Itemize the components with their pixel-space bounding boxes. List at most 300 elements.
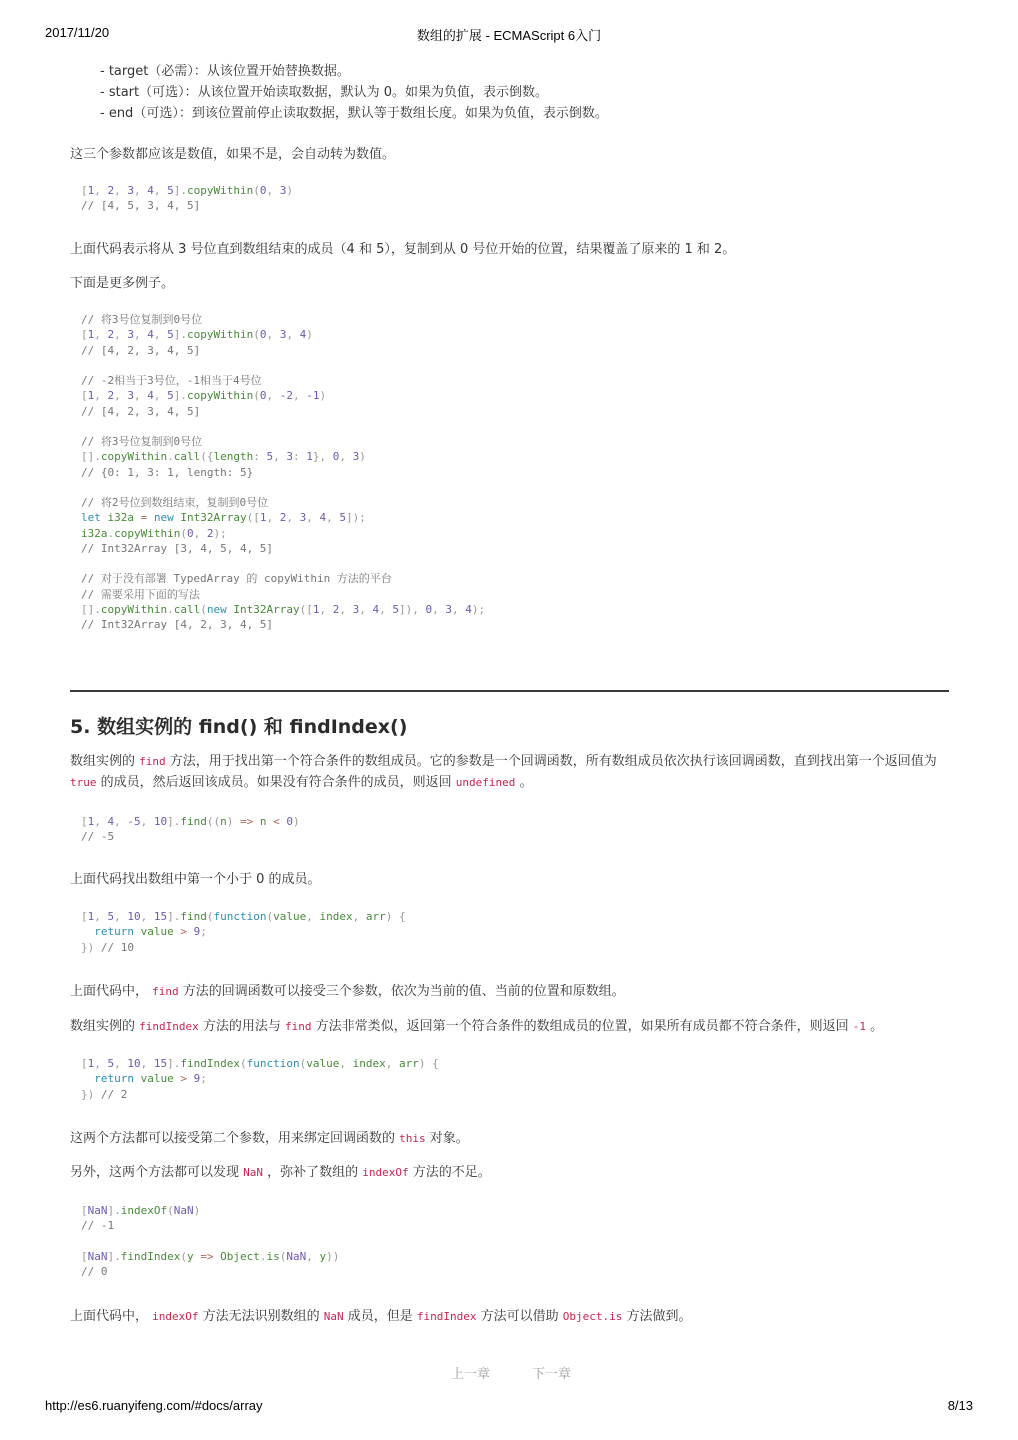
code-token: =>: [200, 1249, 214, 1263]
code-line: [81, 1056, 439, 1071]
code-token: [].: [81, 602, 101, 616]
code-token: Object: [220, 1249, 260, 1263]
code-token: .: [167, 450, 174, 464]
code-token: ,: [153, 184, 168, 197]
code-token: ,: [266, 511, 280, 525]
code-token: copyWithin: [187, 389, 254, 403]
code-token: function: [213, 910, 267, 923]
code-line: [81, 434, 485, 449]
code-token: ,: [114, 815, 128, 828]
code-token: 1: [87, 1057, 95, 1070]
code-token: 1: [87, 328, 95, 342]
code-token: 1: [312, 602, 320, 616]
code-line: [81, 909, 406, 924]
code-token: (: [253, 328, 260, 342]
inline-code: NaN: [323, 1310, 344, 1323]
code-token: [81, 1072, 94, 1085]
code-token: // [4, 2, 3, 4, 5]: [81, 343, 201, 357]
code-token: length: [213, 450, 254, 464]
code-line: [81, 343, 485, 358]
code-token: }): [81, 1087, 101, 1101]
code-token: y: [186, 1249, 194, 1263]
code-token: ,: [339, 1057, 353, 1070]
section-divider: [70, 690, 949, 692]
code-token: [: [81, 1249, 88, 1263]
code-token: // Int32Array [3, 4, 5, 4, 5]: [81, 541, 274, 555]
code-token: ]);: [345, 511, 366, 525]
code-token: 4: [147, 184, 154, 197]
code-token: n: [220, 815, 227, 828]
code-line: [81, 373, 485, 388]
code-token: 1: [306, 450, 313, 464]
code-token: =>: [240, 815, 254, 828]
code-token: 3: [445, 602, 452, 616]
code-token: Int32Array: [233, 602, 300, 616]
code-token: },: [312, 450, 333, 464]
code-token: (: [266, 910, 274, 923]
code-token: ,: [286, 328, 300, 342]
inline-code: NaN: [243, 1166, 264, 1179]
code-line: [81, 480, 485, 495]
code-token: 15: [153, 1057, 168, 1070]
code-line: [81, 1071, 439, 1086]
paragraph: [70, 1015, 883, 1034]
code-token: ,: [114, 184, 128, 197]
code-token: 2: [206, 526, 214, 540]
code-line: [81, 571, 485, 586]
text-run: 方法非常类似，返回第一个符合条件的数组成员的位置，如果所有成员都不符合条件，则返回: [311, 1019, 853, 1034]
code-token: [: [81, 184, 88, 197]
code-token: 3: [279, 184, 287, 197]
code-token: -2: [279, 389, 293, 403]
text-run: 这两个方法都可以接受第二个参数，用来绑定回调函数的: [70, 1131, 400, 1146]
code-token: ,: [140, 815, 154, 828]
code-token: ,: [134, 328, 148, 342]
code-token: new: [206, 602, 234, 616]
code-token: ].: [173, 184, 187, 197]
inline-code: this: [399, 1132, 426, 1145]
code-token: ,: [306, 1249, 320, 1263]
code-token: 0: [332, 450, 340, 464]
code-line: [81, 183, 293, 198]
code-token: // 对于没有部署 TypedArray 的 copyWithin 方法的平台: [81, 572, 392, 586]
code-token: ,: [432, 602, 446, 616]
code-token: // 将3号位复制到0号位: [81, 435, 203, 448]
code-token: ].: [167, 910, 181, 923]
print-title: 数组的扩展 - ECMAScript 6入门: [416, 28, 602, 43]
code-token: // Int32Array [4, 2, 3, 4, 5]: [81, 618, 274, 631]
code-token: n: [259, 815, 267, 828]
code-token: i32a: [81, 526, 108, 540]
code-token: ,: [114, 910, 128, 923]
code-line: [81, 198, 293, 213]
code-token: value: [140, 1072, 174, 1086]
code-token: // [4, 5, 3, 4, 5]: [81, 199, 201, 213]
code-block: [81, 909, 406, 955]
code-token: ,: [266, 389, 280, 403]
code-token: 1: [259, 511, 267, 525]
code-token: =: [140, 511, 148, 525]
code-token: 3: [127, 184, 134, 197]
code-token: ].: [173, 389, 187, 403]
code-token: // 将2号位到数组结束，复制到0号位: [81, 496, 269, 509]
paragraph: [70, 771, 533, 790]
code-token: 10: [127, 1057, 141, 1070]
code-token: ,: [339, 602, 353, 616]
code-line: [81, 1264, 339, 1279]
code-token: .: [107, 526, 115, 540]
code-token: call: [173, 450, 201, 464]
code-token: NaN: [286, 1249, 307, 1263]
code-block: [81, 183, 293, 214]
code-token: ): [359, 450, 366, 464]
code-token: ,: [153, 389, 168, 403]
code-token: find: [180, 910, 207, 923]
code-token: NaN: [173, 1204, 194, 1217]
code-token: (: [253, 389, 260, 403]
code-token: <: [273, 815, 280, 828]
code-token: (: [167, 1204, 174, 1217]
code-line: [81, 587, 485, 602]
code-token: 2: [107, 328, 115, 342]
inline-code: find: [152, 985, 179, 998]
code-token: )): [326, 1249, 340, 1263]
code-token: copyWithin: [100, 602, 168, 616]
text-run: 上面代码中，: [70, 984, 153, 999]
code-token: 0: [425, 602, 433, 616]
code-token: 0: [259, 328, 267, 342]
param-start: - start（可选）：从该位置开始读取数据，默认为 0。如果为负值，表示倒数。: [100, 85, 549, 100]
code-token: -1: [306, 389, 320, 403]
code-token: return: [94, 1072, 141, 1086]
code-token: ,: [266, 328, 280, 342]
code-token: ,: [94, 910, 108, 923]
code-token: ,: [134, 184, 148, 197]
code-token: 4: [107, 815, 115, 828]
code-line: [81, 1234, 339, 1249]
paragraph: [70, 1127, 469, 1146]
code-token: (: [253, 184, 260, 197]
code-token: [187, 1072, 194, 1085]
code-token: 4: [299, 328, 307, 342]
code-token: .: [259, 1249, 267, 1263]
text-run: 方法的用法与: [198, 1019, 286, 1034]
code-token: 0: [186, 526, 194, 540]
code-token: ): [293, 815, 300, 828]
code-token: ): [226, 815, 240, 828]
page-number: 8/13: [947, 1398, 973, 1413]
code-line: [81, 312, 485, 327]
text-run: 另外，这两个方法都可以发现: [70, 1165, 244, 1180]
code-token: 1: [87, 910, 95, 923]
code-token: (: [200, 602, 207, 616]
code-token: 3: [127, 328, 134, 342]
code-block: [81, 1056, 439, 1102]
text-run: 对象。: [425, 1131, 469, 1146]
code-token: 0: [259, 389, 267, 403]
code-token: // 需要采用下面的写法: [81, 587, 200, 601]
code-token: ;: [200, 925, 207, 939]
code-token: ,: [114, 389, 128, 403]
print-date: 2017/11/20: [45, 25, 110, 40]
text-run: 方法做到。: [622, 1309, 692, 1324]
code-token: 4: [465, 602, 472, 616]
code-token: 10: [127, 910, 141, 923]
code-token: 1: [87, 184, 95, 197]
code-token: return: [94, 925, 141, 939]
code-token: 5: [167, 389, 174, 403]
code-token: 2: [107, 184, 115, 197]
code-token: ) {: [418, 1057, 439, 1070]
code-token: index: [319, 910, 353, 923]
code-token: 3: [352, 450, 360, 464]
code-token: 1: [87, 389, 95, 403]
code-token: function: [246, 1057, 300, 1070]
code-token: ): [319, 389, 327, 403]
code-token: 5: [266, 450, 274, 464]
code-token: ].: [167, 815, 181, 828]
code-token: let: [81, 511, 108, 525]
text-run: 数组实例的: [70, 1019, 140, 1034]
section-heading: [70, 712, 407, 739]
code-token: call: [173, 602, 201, 616]
text-run: 方法，用于找出第一个符合条件的数组成员。它的参数是一个回调函数，所有数组成员依次执行该回调函数，直到找出第一个返回值为: [165, 754, 937, 769]
code-line: [81, 814, 300, 829]
code-token: 5: [392, 602, 399, 616]
code-token: ,: [306, 511, 320, 525]
code-token: [147, 511, 154, 524]
code-token: 3: [352, 602, 360, 616]
code-token: ): [286, 184, 293, 197]
code-token: ,: [326, 511, 340, 525]
prev-chapter-link[interactable]: 上一章: [451, 1367, 491, 1382]
code-token: ) {: [385, 910, 406, 923]
code-token: ;: [200, 1072, 207, 1086]
text-run: 方法可以借助: [476, 1309, 563, 1324]
code-token: value: [140, 925, 174, 939]
code-token: 3: [127, 389, 134, 403]
code-token: [187, 925, 194, 938]
code-block: [81, 814, 300, 845]
paragraph: [70, 1161, 491, 1180]
code-token: );: [213, 526, 227, 540]
code-token: // 0: [81, 1265, 108, 1278]
code-token: 9: [193, 1072, 201, 1086]
code-line: [81, 388, 485, 403]
code-token: // -1: [81, 1219, 115, 1233]
code-token: ,: [292, 389, 307, 403]
paragraph: [70, 750, 937, 769]
code-token: (: [279, 1249, 287, 1263]
code-token: }): [81, 940, 101, 954]
text-run: 。: [515, 775, 533, 790]
code-token: [: [81, 389, 88, 403]
code-token: is: [266, 1249, 280, 1263]
code-token: 5: [167, 328, 174, 342]
code-token: 3: [299, 511, 307, 525]
code-token: value: [273, 910, 307, 923]
code-token: [: [81, 1204, 88, 1217]
code-token: copyWithin: [187, 328, 254, 342]
code-token: findIndex: [180, 1057, 240, 1070]
code-token: -5: [127, 815, 141, 828]
code-token: ((: [206, 815, 221, 828]
code-token: ].: [167, 1057, 181, 1070]
code-token: copyWithin: [187, 184, 254, 197]
code-token: indexOf: [120, 1204, 168, 1217]
code-line: [81, 404, 485, 419]
code-token: i32a: [107, 511, 134, 525]
code-token: ,: [352, 910, 366, 923]
code-token: [: [81, 1057, 88, 1070]
code-token: (: [180, 526, 187, 540]
code-token: ,: [359, 602, 373, 616]
code-line: [81, 449, 485, 464]
code-token: 4: [319, 511, 327, 525]
code-token: 3: [279, 328, 287, 342]
code-token: :: [253, 450, 267, 464]
code-token: [].: [81, 450, 101, 464]
code-line: [81, 327, 485, 342]
code-line: [81, 556, 485, 571]
code-token: 9: [193, 925, 201, 939]
code-token: 5: [107, 910, 115, 923]
paragraph: 上面代码找出数组中第一个小于 0 的成员。: [70, 872, 321, 887]
code-token: ,: [286, 511, 300, 525]
code-token: // [4, 2, 3, 4, 5]: [81, 404, 201, 418]
code-block: [81, 312, 485, 632]
text-run: 方法的回调函数可以接受三个参数，依次为当前的值、当前的位置和原数组。: [178, 984, 625, 999]
code-token: ,: [273, 450, 287, 464]
code-token: // 10: [100, 940, 134, 954]
code-token: ,: [94, 184, 108, 197]
code-line: [81, 541, 485, 556]
code-token: ,: [153, 328, 168, 342]
code-token: arr: [398, 1057, 419, 1070]
code-token: 5: [339, 511, 346, 525]
code-token: ): [193, 1204, 201, 1217]
code-line: [81, 510, 485, 525]
text-run: 方法无法识别数组的: [198, 1309, 324, 1324]
code-token: 3: [286, 450, 293, 464]
code-token: 4: [372, 602, 380, 616]
code-token: // -2相当于3号位，-1相当于4号位: [81, 374, 262, 387]
code-token: // -5: [81, 830, 115, 844]
text-run: 方法的不足。: [408, 1165, 491, 1180]
code-line: [81, 1203, 339, 1218]
paragraph: [70, 980, 625, 999]
text-run: 。: [866, 1019, 884, 1034]
code-line: [81, 940, 406, 955]
code-line: [81, 1218, 339, 1233]
code-token: ([: [246, 511, 260, 525]
param-target: - target（必需）：从该位置开始替换数据。: [100, 64, 350, 79]
code-token: ,: [140, 1057, 154, 1070]
text-run: ，弥补了数组的: [263, 1165, 363, 1180]
code-token: find: [180, 815, 207, 828]
inline-code: true: [70, 776, 97, 789]
code-token: ,: [114, 328, 128, 342]
section-number: 5.: [70, 716, 91, 738]
code-token: ,: [140, 910, 154, 923]
code-token: [: [81, 910, 88, 923]
code-token: NaN: [87, 1204, 108, 1217]
code-line: [81, 829, 300, 844]
code-token: >: [180, 925, 187, 939]
code-block: [81, 1203, 339, 1279]
inline-code: findIndex: [139, 1020, 199, 1033]
code-token: copyWithin: [114, 526, 181, 540]
code-token: [: [81, 328, 88, 342]
code-token: 10: [153, 815, 168, 828]
inline-code: undefined: [455, 776, 516, 789]
inline-code: -1: [852, 1020, 867, 1033]
code-token: ,: [94, 1057, 108, 1070]
code-token: ,: [339, 450, 353, 464]
code-token: ({: [200, 450, 214, 464]
code-line: [81, 1087, 439, 1102]
code-token: index: [352, 1057, 386, 1070]
inline-code: findIndex: [416, 1310, 477, 1323]
code-line: [81, 924, 406, 939]
code-token: 0: [259, 184, 267, 197]
code-token: ,: [266, 184, 280, 197]
code-token: ,: [193, 526, 207, 540]
code-token: ,: [379, 602, 393, 616]
code-token: // {0: 1, 3: 1, length: 5}: [81, 465, 254, 479]
code-token: (: [239, 1057, 247, 1070]
code-token: ].: [107, 1249, 121, 1263]
next-chapter-link[interactable]: 下一章: [532, 1367, 572, 1382]
code-token: ].: [107, 1204, 121, 1217]
code-token: (: [206, 910, 214, 923]
paragraph: [70, 1305, 692, 1324]
code-token: // 将3号位复制到0号位: [81, 313, 203, 326]
inline-code: indexOf: [152, 1310, 199, 1323]
code-token: 4: [147, 389, 154, 403]
code-token: ,: [319, 602, 333, 616]
code-line: [81, 465, 485, 480]
code-token: [81, 925, 94, 938]
code-token: Int32Array: [180, 511, 247, 525]
code-token: (: [180, 1249, 187, 1263]
code-line: [81, 1249, 339, 1264]
code-token: 5: [167, 184, 174, 197]
code-token: :: [292, 450, 307, 464]
code-token: new: [153, 511, 181, 525]
code-token: ,: [94, 328, 108, 342]
code-token: ([: [299, 602, 313, 616]
code-token: ,: [94, 389, 108, 403]
code-line: [81, 495, 485, 510]
code-token: ].: [173, 328, 187, 342]
code-token: ,: [306, 910, 320, 923]
section-title: 数组实例的 find() 和 findIndex(): [97, 716, 408, 738]
code-token: >: [180, 1072, 187, 1086]
code-line: [81, 358, 485, 373]
code-token: ,: [451, 602, 466, 616]
code-line: [81, 602, 485, 617]
code-token: (: [299, 1057, 307, 1070]
code-token: 2: [107, 389, 115, 403]
code-token: 4: [147, 328, 154, 342]
code-token: .: [167, 602, 174, 616]
text-run: 上面代码中，: [70, 1309, 153, 1324]
code-token: 2: [332, 602, 340, 616]
code-line: [81, 419, 485, 434]
code-token: [134, 511, 141, 524]
code-token: ): [306, 328, 313, 342]
